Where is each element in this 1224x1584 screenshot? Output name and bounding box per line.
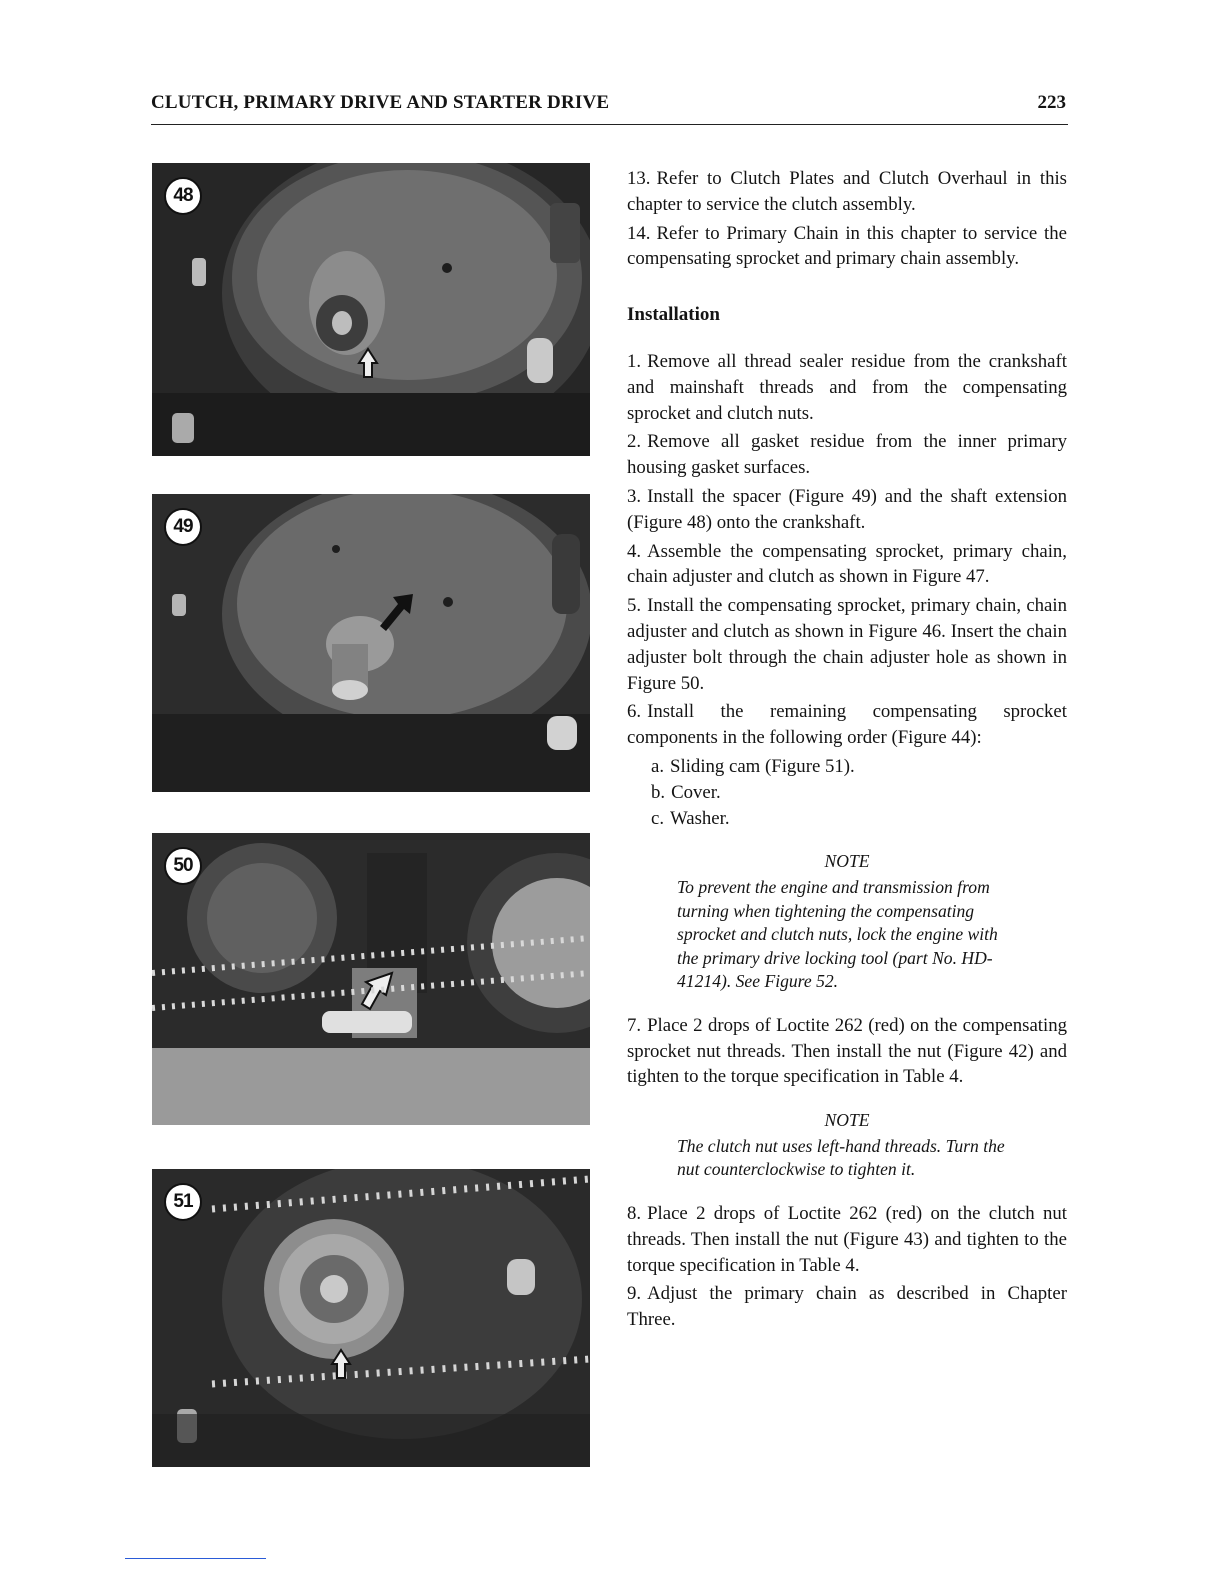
step-1: 1. Remove all thread sealer residue from the crankshaft and mainshaft threads and from the compensating sprocket and clutch nuts. [627,350,1067,424]
substep-c: c. Washer. [651,807,730,829]
figure-48-photo [152,163,590,456]
step-9: 9. Adjust the primary chain as described in Chapter Three. [627,1283,1067,1331]
note-1 [677,850,1017,994]
step-7: 7. Place 2 drops of Loctite 262 (red) on the compensating sprocket nut threads. Then install the nut (Figure 42) and tighten to the torque specification in Table 4. [627,1014,1067,1088]
step-4: 4. Assemble the compensating sprocket, primary chain, chain adjuster and clutch as shown in Figure 47. [627,540,1067,588]
step-14: 14. Refer to Primary Chain in this chapter to service the compensating sprocket and primary chain assembly. [627,222,1067,270]
step-5: 5. Install the compensating sprocket, primary chain, chain adjuster and clutch as shown in Figure 46. Insert the chain adjuster bolt through the chain adjuster hole as shown in Figure 50. [627,595,1067,694]
figure-48-badge: 48 [164,177,202,215]
figure-49-photo [152,494,590,792]
figure-51-badge: 51 [164,1183,202,1221]
engine-photo-48 [152,163,590,456]
note-2 [677,1109,1017,1182]
step-13: 13. Refer to Clutch Plates and Clutch Overhaul in this chapter to service the clutch assembly. [627,168,1067,215]
footer-rule [125,1558,266,1559]
page-number: 223 [1037,92,1066,113]
step-3: 3. Install the spacer (Figure 49) and the shaft extension (Figure 48) onto the crankshaft. [627,485,1067,533]
running-title: CLUTCH, PRIMARY DRIVE AND STARTER DRIVE [151,92,610,113]
step-8: 8. Place 2 drops of Loctite 262 (red) on the clutch nut threads. Then install the nut (Figure 43) and tighten to the torque specification in Table 4. [627,1203,1067,1276]
section-heading: Installation [627,304,720,326]
substep-a: a. Sliding cam (Figure 51). [651,755,855,777]
engine-photo-51 [152,1169,590,1467]
engine-photo-50 [152,833,590,1125]
engine-photo-49 [152,494,590,792]
figure-49-badge: 49 [164,508,202,546]
note-1-title: NOTE [824,851,870,872]
figure-50-photo [152,833,590,1125]
note-2-text: The clutch nut uses left-hand threads. Turn the nut counterclockwise to tighten it. [677,1135,1005,1180]
step-6: 6. Install the remaining compensating sprocket components in the following order (Figure 44): [627,701,1067,749]
figure-51-photo [152,1169,590,1467]
text-column [627,166,1067,1336]
note-1-text: To prevent the engine and transmission from turning when tightening the compensating sprocket and clutch nuts, lock the engine with the primary drive locking tool (part No. HD-41214). See Figure 52. [677,876,998,992]
figure-50-badge: 50 [164,847,202,885]
note-2-title: NOTE [824,1110,870,1131]
page-header [151,92,1068,125]
step-2: 2. Remove all gasket residue from the inner primary housing gasket surfaces. [627,431,1067,479]
substep-b: b. Cover. [651,781,721,803]
